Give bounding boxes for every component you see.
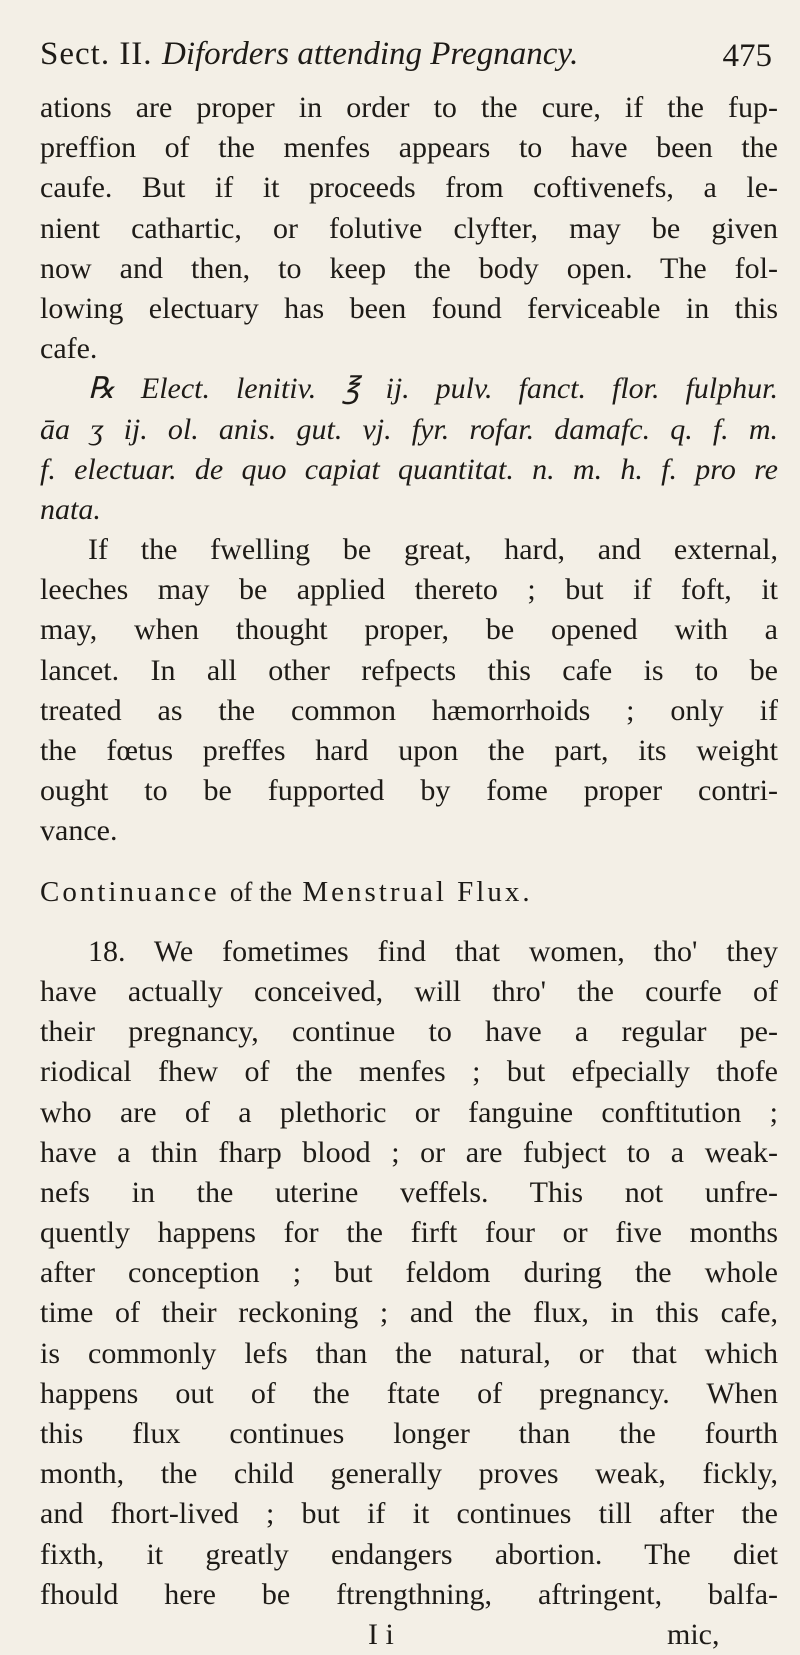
paragraph-2 xyxy=(40,530,778,852)
text-line: fhould here be ftrengthning, aftringent, balfa- xyxy=(40,1577,778,1611)
heading-part: of the xyxy=(229,876,293,907)
text-line: leeches may be applied thereto ; but if foft, it xyxy=(40,573,778,607)
text-line: vance. xyxy=(40,814,118,848)
text-line: ought to be fupported by fome proper contri- xyxy=(40,774,778,808)
text-line: 18. We fometimes find that women, tho' they xyxy=(88,934,778,968)
text-line: after conception ; but feldom during the whole xyxy=(40,1256,778,1290)
section-heading xyxy=(40,872,778,912)
running-header xyxy=(40,28,772,76)
text-line: ations are proper in order to the cure, if the fup- xyxy=(40,91,778,124)
prescription xyxy=(40,369,778,530)
prescription-line: nata. xyxy=(40,492,101,526)
page-footer xyxy=(40,1615,778,1655)
paragraph-1 xyxy=(40,88,778,369)
section-label: Sect. II. xyxy=(40,36,153,72)
text-line: happens out of the ftate of pregnancy. When xyxy=(40,1376,778,1410)
paragraph-3 xyxy=(40,932,778,1615)
signature-mark: I i xyxy=(368,1617,394,1651)
text-line: now and then, to keep the body open. The fol- xyxy=(40,251,778,285)
text-line: riodical fhew of the menfes ; but efpecially thofe xyxy=(40,1055,778,1089)
page-number: 475 xyxy=(722,38,772,74)
text-line: may, when thought proper, be opened with a xyxy=(40,613,778,647)
text-line: caufe. But if it proceeds from coftivenefs, a le- xyxy=(40,171,778,205)
text-line: their pregnancy, continue to have a regular pe- xyxy=(40,1015,778,1049)
text-line: treated as the common hæmorrhoids ; only if xyxy=(40,693,778,727)
text-line: quently happens for the firft four or five months xyxy=(40,1216,778,1250)
body-text xyxy=(40,88,778,1655)
text-line: have a thin fharp blood ; or are fubject to a weak- xyxy=(40,1135,778,1169)
text-line: fixth, it greatly endangers abortion. The diet xyxy=(40,1537,778,1571)
text-line: preffion of the menfes appears to have been the xyxy=(40,131,778,165)
text-line: this flux continues longer than the fourth xyxy=(40,1417,778,1450)
text-line: nefs in the uterine veffels. This not unfre- xyxy=(40,1175,778,1209)
catchword: mic, xyxy=(667,1617,720,1651)
prescription-line: āa ʒ ij. ol. anis. gut. vj. fyr. rofar. damafc. q. f. m. xyxy=(40,412,778,446)
text-line: nient cathartic, or folutive clyfter, may be given xyxy=(40,211,778,245)
text-line: and fhort-lived ; but if it continues till after the xyxy=(40,1497,778,1531)
text-line: have actually conceived, will thro' the courfe of xyxy=(40,974,778,1008)
text-line: lancet. In all other refpects this cafe is to be xyxy=(40,653,778,687)
prescription-line: f. electuar. de quo capiat quantitat. n. m. h. f. pro re xyxy=(40,452,778,486)
text-line: the fœtus preffes hard upon the part, its weight xyxy=(40,734,778,767)
text-line: time of their reckoning ; and the flux, in this cafe, xyxy=(40,1296,778,1330)
heading-part: Continuance xyxy=(40,875,220,908)
text-line: lowing electuary has been found ferviceable in this xyxy=(40,291,778,325)
prescription-line: ℞ Elect. lenitiv. ℥ ij. pulv. fanct. flor. fulphur. xyxy=(88,372,778,406)
heading-part: Menstrual Flux. xyxy=(302,875,533,908)
text-line: who are of a plethoric or fanguine conftitution ; xyxy=(40,1095,778,1129)
text-line: is commonly lefs than the natural, or that which xyxy=(40,1336,778,1370)
running-title: Diforders attending Pregnancy. xyxy=(162,36,579,72)
text-line: cafe. xyxy=(40,332,98,366)
text-line: month, the child generally proves weak, fickly, xyxy=(40,1457,778,1491)
text-line: If the fwelling be great, hard, and external, xyxy=(88,533,778,567)
